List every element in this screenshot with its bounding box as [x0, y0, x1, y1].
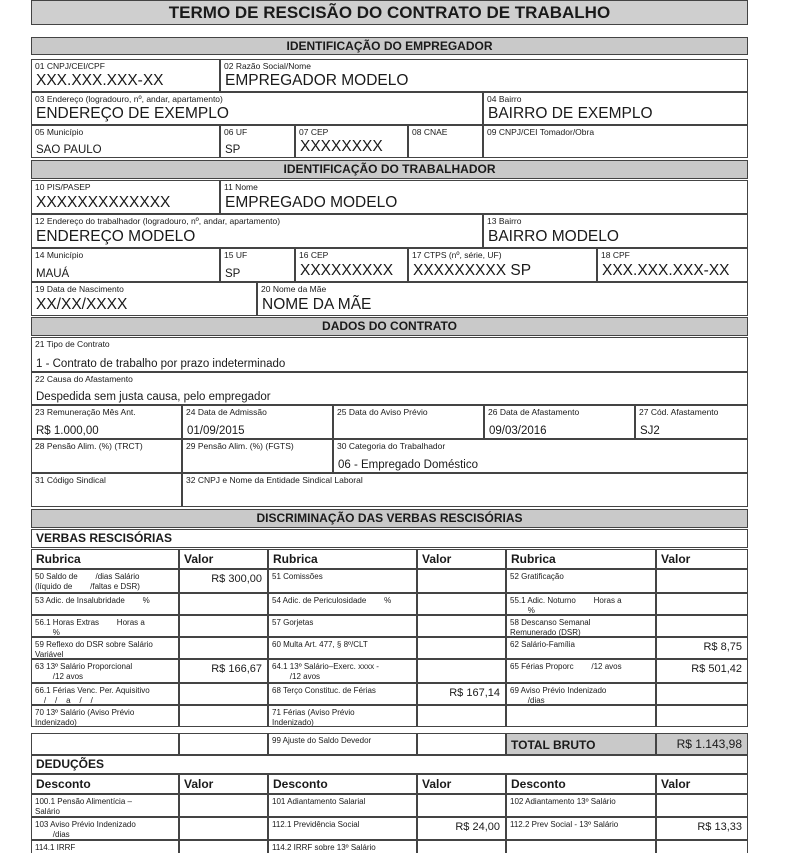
- verba-label: 60 Multa Art. 477, § 8º/CLT: [272, 640, 368, 649]
- verba-label-cell[interactable]: [506, 569, 656, 593]
- col-valor-d2: Valor: [417, 774, 506, 794]
- field-entidade-sindical[interactable]: 32 CNPJ e Nome da Entidade Sindical Laboral: [182, 473, 748, 507]
- verba-label: 64.1 13º Salário–Exerc. xxxx - /12 avos: [272, 662, 379, 681]
- verba-label-cell[interactable]: [506, 659, 656, 683]
- field-data-admissao[interactable]: 24 Data de Admissão 01/09/2015: [182, 405, 333, 439]
- verbas-header: VERBAS RESCISÓRIAS: [31, 529, 748, 548]
- verba-value-cell[interactable]: [179, 637, 268, 659]
- field-endereco-empregador[interactable]: 03 Endereço (logradouro, nº, andar, apartamento) ENDEREÇO DE EXEMPLO: [31, 92, 483, 125]
- verba-label-cell[interactable]: [268, 659, 417, 683]
- verba-value-cell[interactable]: [179, 593, 268, 615]
- verba-value-cell[interactable]: [417, 593, 506, 615]
- deducao-label: 102 Adiantamento 13º Salário: [510, 797, 616, 806]
- verba-label: 65 Férias Proporc /12 avos: [510, 662, 622, 671]
- verba-label: 63 13º Salário Proporcional /12 avos: [35, 662, 133, 681]
- field-pis-pasep[interactable]: 10 PIS/PASEP XXXXXXXXXXXXX: [31, 180, 220, 214]
- verba-label-cell[interactable]: [31, 615, 179, 637]
- verba-value-cell[interactable]: [417, 569, 506, 593]
- deducao-label: 112.2 Prev Social - 13º Salário: [510, 820, 619, 829]
- deducao-label-cell[interactable]: [506, 817, 656, 840]
- verba-value-cell[interactable]: [656, 615, 748, 637]
- verba-value-cell[interactable]: [179, 683, 268, 705]
- verba-label-cell[interactable]: [268, 615, 417, 637]
- verba-label-cell[interactable]: [31, 683, 179, 705]
- verba-value-cell[interactable]: [656, 593, 748, 615]
- col-valor-d3: Valor: [656, 774, 748, 794]
- verba-label-cell[interactable]: [506, 705, 656, 727]
- col-rubrica-3: Rubrica: [506, 549, 656, 569]
- verba-value: R$ 8,75: [703, 641, 742, 653]
- field-remuneracao[interactable]: 23 Remuneração Mês Ant. R$ 1.000,00: [31, 405, 182, 439]
- field-data-nascimento[interactable]: 19 Data de Nascimento XX/XX/XXXX: [31, 282, 257, 316]
- deducao-label-cell[interactable]: [31, 840, 179, 853]
- deducao-value-cell[interactable]: [179, 817, 268, 840]
- verba-value: R$ 501,42: [691, 663, 742, 675]
- deducoes-header: DEDUÇÕES: [31, 755, 748, 774]
- deducao-value: R$ 13,33: [697, 821, 742, 833]
- verba-value-cell[interactable]: [417, 683, 506, 705]
- field-cpf-trabalhador[interactable]: 18 CPF XXX.XXX.XXX-XX: [597, 248, 748, 282]
- field-cod-afastamento[interactable]: 27 Cód. Afastamento SJ2: [635, 405, 748, 439]
- verba-label: 68 Terço Constituc. de Férias: [272, 686, 376, 695]
- rubrica-99-valor: [417, 733, 506, 755]
- verba-label: 54 Adic. de Periculosidade %: [272, 596, 392, 605]
- section-trabalhador: IDENTIFICAÇÃO DO TRABALHADOR: [31, 160, 748, 179]
- field-municipio-trabalhador[interactable]: 14 Município MAUÁ: [31, 248, 220, 282]
- verba-value-cell[interactable]: [656, 637, 748, 659]
- verba-label-cell[interactable]: [268, 569, 417, 593]
- deducao-label: 114.1 IRRF: [35, 843, 76, 852]
- deducao-label: 103 Aviso Prévio Indenizado /dias: [35, 820, 136, 839]
- deducao-value-cell[interactable]: [656, 817, 748, 840]
- verba-value-cell[interactable]: [179, 659, 268, 683]
- verba-label: 70 13º Salário (Aviso Prévio Indenizado): [35, 708, 135, 727]
- verba-value-cell[interactable]: [417, 637, 506, 659]
- field-municipio-empregador[interactable]: 05 Município SAO PAULO: [31, 125, 220, 158]
- deducao-label: 114.2 IRRF sobre 13º Salário: [272, 843, 376, 852]
- deducao-value-cell[interactable]: [417, 840, 506, 853]
- field-categoria-trabalhador[interactable]: 30 Categoria do Trabalhador 06 - Empregado Doméstico: [333, 439, 748, 473]
- verba-label-cell[interactable]: [31, 705, 179, 727]
- field-endereco-trabalhador[interactable]: 12 Endereço do trabalhador (logradouro, nº, andar, apartamento) ENDEREÇO MODELO: [31, 214, 483, 248]
- total-bruto-value: R$ 1.143,98: [656, 733, 748, 755]
- deducao-label: 100.1 Pensão Alimentícia – Salário: [35, 797, 132, 816]
- verba-label: 55.1 Adic. Noturno Horas a %: [510, 596, 622, 615]
- col-valor-2: Valor: [417, 549, 506, 569]
- verba-label-cell[interactable]: [506, 637, 656, 659]
- field-cnae[interactable]: 08 CNAE: [408, 125, 483, 158]
- section-verbas: DISCRIMINAÇÃO DAS VERBAS RESCISÓRIAS: [31, 509, 748, 528]
- field-bairro-trabalhador[interactable]: 13 Bairro BAIRRO MODELO: [483, 214, 748, 248]
- verba-label-cell[interactable]: [506, 683, 656, 705]
- verba-label: 52 Gratificação: [510, 572, 564, 581]
- verba-value-cell[interactable]: [656, 683, 748, 705]
- verba-value: R$ 166,67: [211, 663, 262, 675]
- field-bairro-empregador[interactable]: 04 Bairro BAIRRO DE EXEMPLO: [483, 92, 748, 125]
- verba-value: R$ 300,00: [211, 573, 262, 585]
- field-ctps[interactable]: 17 CTPS (nº, série, UF) XXXXXXXXX SP: [408, 248, 597, 282]
- deducao-value-cell[interactable]: [656, 794, 748, 817]
- verba-label-cell[interactable]: [31, 637, 179, 659]
- field-cep-trabalhador[interactable]: 16 CEP XXXXXXXXX: [295, 248, 408, 282]
- verba-value-cell[interactable]: [179, 615, 268, 637]
- verba-label: 66.1 Férias Venc. Per. Aquisitivo / / a / /: [35, 686, 150, 705]
- field-nome-trabalhador[interactable]: 11 Nome EMPREGADO MODELO: [220, 180, 748, 214]
- field-cnpj-tomador[interactable]: 09 CNPJ/CEI Tomador/Obra: [483, 125, 748, 158]
- verba-label: 71 Férias (Aviso Prévio Indenizado): [272, 708, 355, 727]
- verba-label-cell[interactable]: [268, 637, 417, 659]
- verba-label: 56.1 Horas Extras Horas a %: [35, 618, 145, 637]
- field-cnpj-empregador[interactable]: 01 CNPJ/CEI/CPF XXX.XXX.XXX-XX: [31, 59, 220, 92]
- verba-value-cell[interactable]: [656, 659, 748, 683]
- col-desconto-3: Desconto: [506, 774, 656, 794]
- total-bruto-label: TOTAL BRUTO: [506, 733, 656, 755]
- verba-value-cell[interactable]: [417, 705, 506, 727]
- deducao-value-cell[interactable]: [179, 840, 268, 853]
- deducao-label-cell[interactable]: [268, 794, 417, 817]
- field-nome-mae[interactable]: 20 Nome da Mãe NOME DA MÃE: [257, 282, 748, 316]
- deducao-value: R$ 24,00: [455, 821, 500, 833]
- verba-label-cell[interactable]: [31, 659, 179, 683]
- deducao-value-cell[interactable]: [417, 817, 506, 840]
- verba-label-cell[interactable]: [31, 593, 179, 615]
- verba-label-cell[interactable]: [268, 705, 417, 727]
- deducao-value-cell[interactable]: [179, 794, 268, 817]
- verba-label: 59 Reflexo do DSR sobre Salário Variável: [35, 640, 153, 659]
- col-desconto-2: Desconto: [268, 774, 417, 794]
- col-desconto-1: Desconto: [31, 774, 179, 794]
- section-contrato: DADOS DO CONTRATO: [31, 317, 748, 336]
- field-pensao-trct[interactable]: 28 Pensão Alim. (%) (TRCT): [31, 439, 182, 473]
- verba-label: 62 Salário-Família: [510, 640, 575, 649]
- field-cep-empregador[interactable]: 07 CEP XXXXXXXX: [295, 125, 408, 158]
- deducao-label: 112.1 Previdência Social: [272, 820, 360, 829]
- verba-label: 58 Descanso Semanal Remunerado (DSR): [510, 618, 591, 637]
- field-data-aviso-previo[interactable]: 25 Data do Aviso Prévio: [333, 405, 484, 439]
- deducao-label-cell[interactable]: [268, 840, 417, 853]
- section-empregador: IDENTIFICAÇÃO DO EMPREGADOR: [31, 37, 748, 55]
- verba-label-cell[interactable]: [506, 593, 656, 615]
- verba-value: R$ 167,14: [449, 687, 500, 699]
- verba-value-cell[interactable]: [417, 615, 506, 637]
- field-tipo-contrato[interactable]: 21 Tipo de Contrato 1 - Contrato de trabalho por prazo indeterminado: [31, 337, 748, 372]
- deducao-value-cell[interactable]: [656, 840, 748, 853]
- verba-label: 51 Comissões: [272, 572, 323, 581]
- verba-value-cell[interactable]: [656, 705, 748, 727]
- field-uf-trabalhador[interactable]: 15 UF SP: [220, 248, 295, 282]
- deducao-label-cell[interactable]: [506, 840, 656, 853]
- field-uf-empregador[interactable]: 06 UF SP: [220, 125, 295, 158]
- field-pensao-fgts[interactable]: 29 Pensão Alim. (%) (FGTS): [182, 439, 333, 473]
- verba-label: 69 Aviso Prévio Indenizado /dias: [510, 686, 607, 705]
- verba-label-cell[interactable]: [31, 569, 179, 593]
- verba-label-cell[interactable]: [268, 683, 417, 705]
- deducao-value-cell[interactable]: [417, 794, 506, 817]
- document-title: TERMO DE RESCISÃO DO CONTRATO DE TRABALHO: [31, 0, 748, 25]
- verba-label: 53 Adic. de Insalubridade %: [35, 596, 150, 605]
- col-valor-3: Valor: [656, 549, 748, 569]
- verba-value-cell[interactable]: [417, 659, 506, 683]
- field-data-afastamento[interactable]: 26 Data de Afastamento 09/03/2016: [484, 405, 635, 439]
- deducao-label: 101 Adiantamento Salarial: [272, 797, 366, 806]
- col-valor-1: Valor: [179, 549, 268, 569]
- field-razao-social[interactable]: 02 Razão Social/Nome EMPREGADOR MODELO: [220, 59, 748, 92]
- verba-label: 50 Saldo de /dias Salário (líquido de /faltas e DSR): [35, 572, 140, 591]
- verba-label: 57 Gorjetas: [272, 618, 314, 627]
- col-valor-d1: Valor: [179, 774, 268, 794]
- verba-value-cell[interactable]: [656, 569, 748, 593]
- field-causa-afastamento[interactable]: 22 Causa do Afastamento Despedida sem justa causa, pelo empregador: [31, 372, 748, 405]
- field-codigo-sindical[interactable]: 31 Código Sindical: [31, 473, 182, 507]
- verbas-blank-cell: [179, 733, 268, 755]
- rubrica-99-ajuste[interactable]: 99 Ajuste do Saldo Devedor: [268, 733, 417, 755]
- deducao-label-cell[interactable]: [506, 794, 656, 817]
- verbas-blank-cell: [31, 733, 179, 755]
- verba-value-cell[interactable]: [179, 705, 268, 727]
- deducao-label-cell[interactable]: [31, 817, 179, 840]
- col-rubrica-1: Rubrica: [31, 549, 179, 569]
- verba-label-cell[interactable]: [506, 615, 656, 637]
- col-rubrica-2: Rubrica: [268, 549, 417, 569]
- verba-value-cell[interactable]: [179, 569, 268, 593]
- deducao-label-cell[interactable]: [268, 817, 417, 840]
- deducao-label-cell[interactable]: [31, 794, 179, 817]
- verba-label-cell[interactable]: [268, 593, 417, 615]
